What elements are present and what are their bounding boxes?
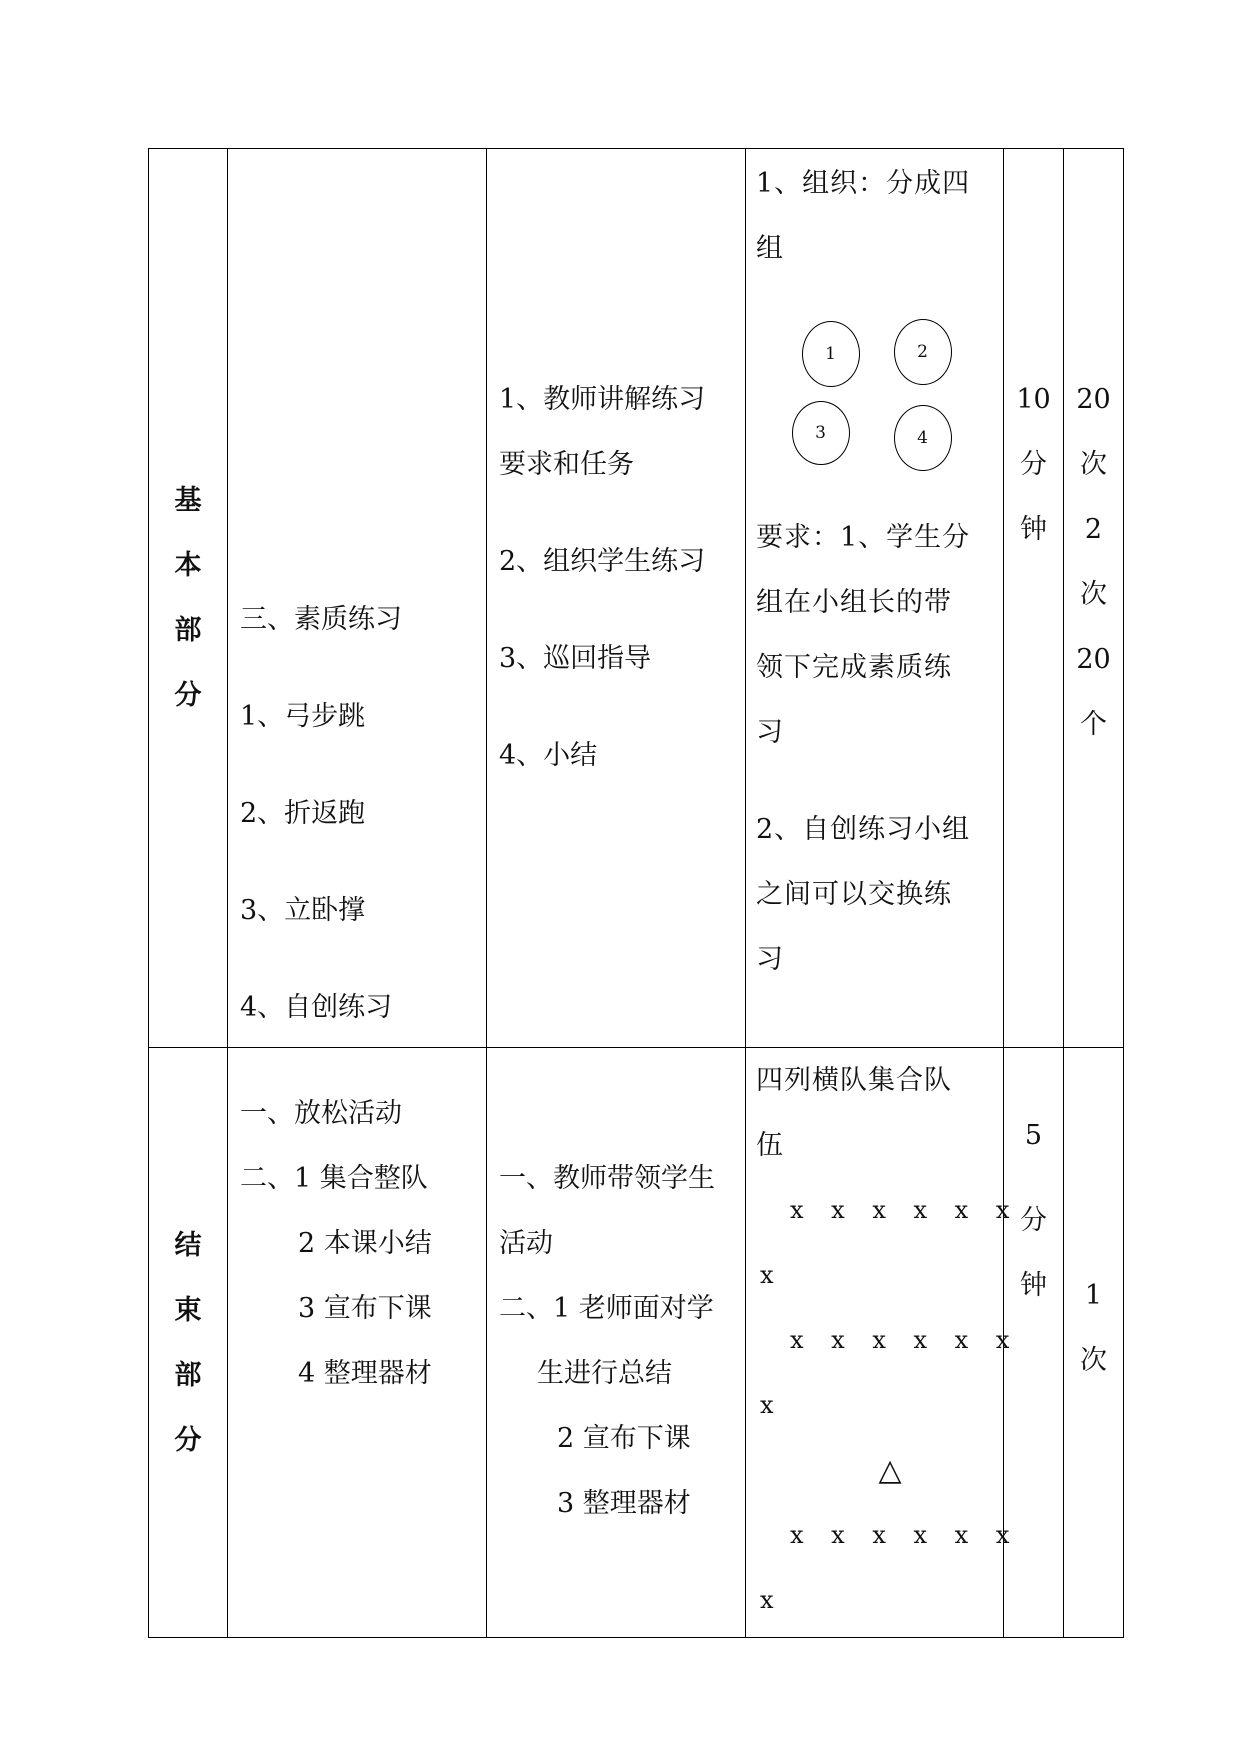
content-line: 2、折返跑 — [240, 798, 366, 829]
time-line: 钟 — [1020, 1270, 1047, 1301]
count-line: 20 — [1076, 384, 1111, 415]
method-line: 4、小结 — [499, 740, 598, 771]
table-row-ending — [149, 1048, 1124, 1638]
group-circle-1: 1 — [802, 321, 860, 387]
organization-cell-ending — [746, 1048, 1020, 1638]
content-line: 二、1 集合整队 — [240, 1163, 428, 1194]
group-circle-4: 4 — [894, 405, 952, 471]
org-line: 之间可以交换练 — [756, 879, 952, 910]
teacher-triangle-icon: △ — [878, 1453, 903, 1488]
section-label-ending — [149, 1048, 228, 1638]
org-line: 要求：1、学生分 — [756, 522, 971, 553]
table-row-basic — [149, 149, 1124, 1048]
method-line: 活动 — [499, 1228, 553, 1259]
org-line: 习 — [756, 717, 784, 748]
section-char: 基 — [174, 485, 202, 516]
student-row: x x x x x x — [790, 1196, 1020, 1224]
method-line: 要求和任务 — [499, 449, 634, 480]
time-line: 5 — [1024, 1120, 1043, 1151]
section-char: 分 — [174, 680, 202, 711]
org-line: 伍 — [756, 1130, 784, 1161]
count-line: 2 — [1084, 514, 1103, 545]
content-line: 4 整理器材 — [298, 1358, 432, 1389]
content-cell-basic — [228, 149, 487, 1048]
count-line: 1 — [1084, 1280, 1103, 1311]
content-line: 3、立卧撑 — [240, 895, 366, 926]
time-line: 分 — [1020, 1205, 1047, 1236]
org-line: 2、自创练习小组 — [756, 814, 971, 845]
count-line: 次 — [1080, 579, 1107, 610]
count-line: 次 — [1080, 1345, 1107, 1376]
time-line: 钟 — [1020, 514, 1047, 545]
time-line: 10 — [1016, 384, 1051, 415]
method-line: 3、巡回指导 — [499, 643, 652, 674]
method-line: 生进行总结 — [537, 1358, 672, 1389]
org-line: 领下完成素质练 — [756, 652, 952, 683]
student-row: x x x x x x — [790, 1521, 1020, 1549]
count-cell-ending — [1064, 1048, 1124, 1638]
method-line: 二、1 老师面对学 — [499, 1293, 714, 1324]
method-line: 2、组织学生练习 — [499, 546, 706, 577]
content-line: 2 本课小结 — [298, 1228, 432, 1259]
count-line: 20 — [1076, 644, 1111, 675]
org-line: 习 — [756, 944, 784, 975]
org-line: 组在小组长的带 — [756, 587, 952, 618]
method-line: 一、教师带领学生 — [499, 1163, 715, 1194]
content-cell-ending — [228, 1048, 487, 1638]
time-line: 分 — [1020, 449, 1047, 480]
content-line: 3 宣布下课 — [298, 1293, 432, 1324]
student-row-tail: x — [760, 1391, 775, 1419]
content-line: 4、自创练习 — [240, 992, 393, 1023]
content-line: 三、素质练习 — [240, 604, 402, 635]
content-line: 1、弓步跳 — [240, 701, 366, 732]
lesson-plan-table — [148, 148, 1124, 1638]
section-label-basic — [149, 149, 228, 1048]
section-char: 分 — [174, 1424, 202, 1456]
count-line: 个 — [1080, 709, 1107, 740]
content-line: 一、放松活动 — [240, 1098, 402, 1129]
section-char: 部 — [174, 615, 202, 646]
method-cell-basic — [487, 149, 746, 1048]
method-cell-ending — [487, 1048, 746, 1638]
section-char: 部 — [174, 1359, 202, 1391]
organization-cell-basic — [746, 149, 1004, 1048]
group-circle-3: 3 — [792, 401, 850, 465]
group-diagram — [756, 311, 995, 501]
section-char: 本 — [174, 550, 202, 581]
section-char: 结 — [174, 1229, 202, 1261]
student-row-tail: x — [760, 1261, 775, 1289]
student-row-tail: x — [760, 1586, 775, 1614]
count-cell-basic — [1064, 149, 1124, 1048]
org-line: 组 — [756, 233, 784, 264]
method-line: 2 宣布下课 — [557, 1423, 691, 1454]
time-cell-basic — [1004, 149, 1064, 1048]
count-line: 次 — [1080, 449, 1107, 480]
method-line: 1、教师讲解练习 — [499, 384, 706, 415]
method-line: 3 整理器材 — [557, 1488, 691, 1519]
section-char: 束 — [174, 1294, 202, 1326]
org-line: 1、组织：分成四 — [756, 168, 971, 199]
group-circle-2: 2 — [894, 319, 952, 385]
student-row: x x x x x x — [790, 1326, 1020, 1354]
org-line: 四列横队集合队 — [756, 1065, 952, 1096]
